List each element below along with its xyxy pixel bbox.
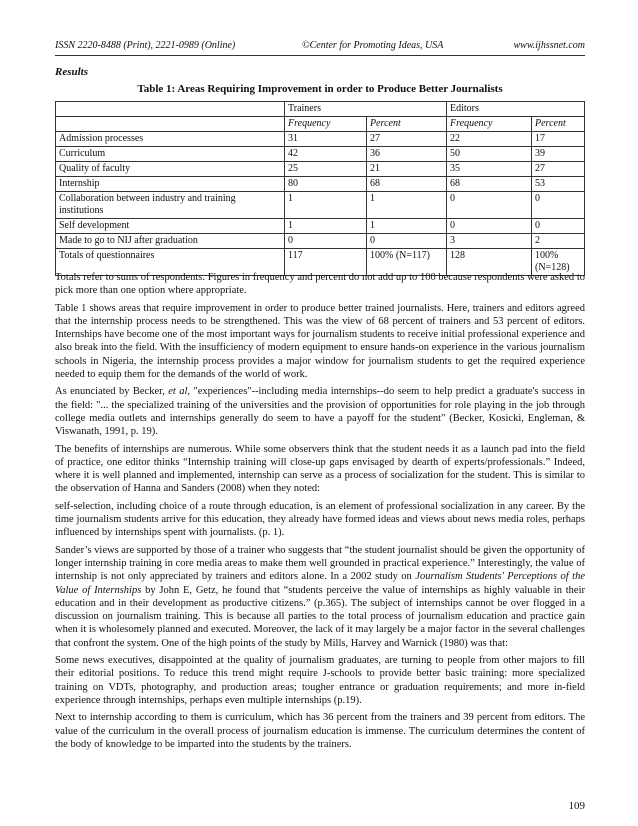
table-row: [56, 132, 585, 147]
table-cell: 80: [285, 177, 367, 192]
table-cell-area: Curriculum: [56, 147, 285, 162]
paragraph: [55, 385, 585, 438]
block-quote: self-selection, including choice of a route through education, is an element of professional socialization in any career. By the time journalism students arrive for this education, they already have formed ideas and views about news media roles, perhaps influenced by internships spent with journalists. (p. 1).: [55, 500, 585, 539]
table-sub-header-row: [56, 117, 585, 132]
table-row: [56, 234, 585, 249]
paragraph-text: Sander’s views are supported by those of a trainer who suggests that “the student journalist should be given the opportunity of longer internship training in core media areas to make them well grounded in practical experience.” Interestingly, the value of internship is not only appreciated by trainers and editors alone. In a 2002 study on: [55, 544, 585, 583]
header-rule: [55, 55, 585, 56]
table-cell: 42: [285, 147, 367, 162]
table-cell: 27: [367, 132, 447, 147]
table-cell: 128: [447, 249, 532, 276]
data-table: [55, 101, 585, 276]
table-cell: 117: [285, 249, 367, 276]
table-cell: 0: [532, 192, 585, 219]
header-issn: ISSN 2220-8488 (Print), 2221-0989 (Online): [55, 40, 236, 51]
table-cell: 100% (N=128): [532, 249, 585, 276]
table-cell: 100% (N=117): [367, 249, 447, 276]
page-number: 109: [568, 800, 585, 812]
table-sub-header: Frequency: [285, 117, 367, 132]
table-cell: 2: [532, 234, 585, 249]
table-cell-area: Quality of faculty: [56, 162, 285, 177]
paragraph-text: by John E, Getz, he found that “students perceive the value of internships as highly valuable in their education and in their development as productive citizens.” (p.365). The subject of internships cannot be over flogged in a discussion on journalism training. This is because all parties to the total process of journalism education and practice gain when it is wholesomely planned and executed. Moreover, the lack of it may largely be a major factor in the several challenges that confront the system. One of the high points of the study by Mills, Harvey and Warnick (1980) was that:: [55, 584, 586, 649]
body-text: [55, 271, 585, 755]
table-cell: 1: [367, 219, 447, 234]
table-cell: 39: [532, 147, 585, 162]
table-header-blank: [56, 117, 285, 132]
paragraph-text: "experiences"--including media internships--do seem to help predict a graduate's success in the field: "... the specialized training of the universities and the provision of opportunities for role playing in the job through college media outlets and internships generally do seem to have a payoff for the student" (Becker, Kosicki, Engleman, & Viswanath, 1991, p. 19).: [55, 386, 585, 438]
table-cell-area: Self development: [56, 219, 285, 234]
table-cell-area: Collaboration between industry and training institutions: [56, 192, 285, 219]
table-cell: 36: [367, 147, 447, 162]
block-quote: Some news executives, disappointed at the quality of journalism graduates, are turning to people from other majors to fill their editorial positions. To reduce this trend might require J-schools to provide better basic training: more specialized training on VDTs, photography, and production areas; tougher entrance or graduation requirements; and more in-field experience through internships, perhaps even multiple internships (p.19).: [55, 655, 585, 706]
section-heading: Results: [55, 66, 89, 78]
paragraph-emphasis: Journalism Students' Perceptions of the Value of Internships: [55, 571, 585, 596]
paragraph: Totals refer to sums of respondents. Figures in frequency and percent do not add up to 100 because respondents were asked to pick more than one option where appropriate.: [55, 272, 585, 297]
table-cell: 0: [447, 219, 532, 234]
table-group-header-trainers: Trainers: [285, 102, 447, 117]
table-cell: 0: [532, 219, 585, 234]
table-cell: 68: [447, 177, 532, 192]
table-group-header-row: [56, 102, 585, 117]
table-cell: 0: [285, 234, 367, 249]
table-cell: 1: [367, 192, 447, 219]
paragraph: [55, 544, 585, 650]
paragraph: Next to internship according to them is curriculum, which has 36 percent from the trainers and 39 percent from editors. The value of the curriculum in the overall process of journalism education is immense. The curriculum determines the content of the body of knowledge to be imparted into the students by the trainers.: [55, 712, 585, 750]
table-row: [56, 192, 585, 219]
table-title: Table 1: Areas Requiring Improvement in order to Produce Better Journalists: [137, 83, 503, 95]
table-cell-area: Internship: [56, 177, 285, 192]
table-row: [56, 219, 585, 234]
table-cell: 0: [447, 192, 532, 219]
table-cell-area: Made to go to NIJ after graduation: [56, 234, 285, 249]
table-row: [56, 162, 585, 177]
header-url: www.ijhssnet.com: [513, 40, 585, 51]
table-cell: 21: [367, 162, 447, 177]
table-cell: 53: [532, 177, 585, 192]
table-cell: 50: [447, 147, 532, 162]
table-cell: 1: [285, 192, 367, 219]
table-cell: 17: [532, 132, 585, 147]
table-cell: 27: [532, 162, 585, 177]
paragraph: The benefits of internships are numerous. While some observers think that the student needs it as a launch pad into the field of practice, one editor thinks “Internship training will close-up gaps envisaged by dearth of experts/professionals.” Indeed, where it is well planned and implemented, internship can serve as a process of socialization for the student. This is similar to the observation of Hanna and Sanders (2008) when they noted:: [55, 443, 585, 495]
header-publisher: ©Center for Promoting Ideas, USA: [302, 40, 444, 51]
paragraph-emphasis: et al,: [168, 386, 191, 398]
table-cell: 35: [447, 162, 532, 177]
paragraph: Table 1 shows areas that require improvement in order to produce better trained journalists. Here, trainers and editors agreed that the internship process needs to be strengthened. This was the view of 68 percent of trainers and 53 percent of editors. Internships have become one of the most important ways for journalism students to receive initial professional experience and also break into the field. With the insufficiency of modern equipment to ensure hands-on experience in the various journalism schools in Nigeria, the internship process provides a major window for journalism students to get the required experience needed to equip them for the demands of the world of work.: [55, 302, 585, 381]
table-row: [56, 177, 585, 192]
table-cell-area: Admission processes: [56, 132, 285, 147]
table-cell: 25: [285, 162, 367, 177]
table-cell: 68: [367, 177, 447, 192]
table-cell-area: Totals of questionnaires: [56, 249, 285, 276]
paragraph-text: As enunciated by Becker,: [55, 386, 169, 398]
table-cell: 1: [285, 219, 367, 234]
table-header-blank: [56, 102, 285, 117]
table-sub-header: Percent: [532, 117, 585, 132]
table-cell: 0: [367, 234, 447, 249]
table-row: [56, 147, 585, 162]
table-cell: 3: [447, 234, 532, 249]
table-group-header-editors: Editors: [447, 102, 585, 117]
table-cell: 22: [447, 132, 532, 147]
table-sub-header: Percent: [367, 117, 447, 132]
table-cell: 31: [285, 132, 367, 147]
running-header: [55, 40, 585, 54]
table-sub-header: Frequency: [447, 117, 532, 132]
